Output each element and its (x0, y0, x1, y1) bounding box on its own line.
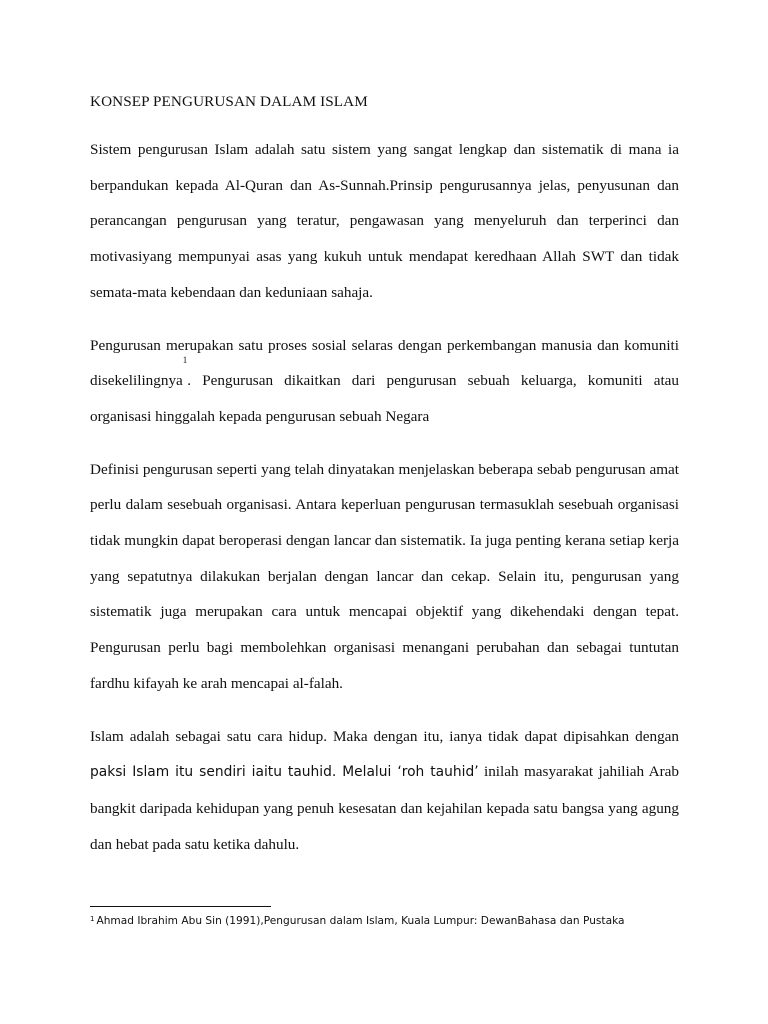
paragraph-3: Definisi pengurusan seperti yang telah dinyatakan menjelaskan beberapa sebab pengurusan amat perlu dalam sesebuah organisasi. Antara keperluan pengurusan termasuklah sesebuah organisasi tidak mungkin dapat beroperasi dengan lancar dan sistematik. Ia juga penting kerana setiap kerja yang sepatutnya dilakukan berjalan dengan lancar dan cekap. Selain itu, pengurusan yang sistematik juga merupakan cara untuk mencapai objektif yang dikehendaki dengan tepat. Pengurusan perlu bagi membolehkan organisasi menangani perubahan dan sebagai tuntutan fardhu kifayah ke arah mencapai al-falah. (90, 460, 679, 692)
footnote-separator (90, 906, 271, 907)
paragraph-4-text-start: Islam adalah sebagai satu cara hidup. Maka dengan itu, ianya tidak dapat dipisahkan dengan (90, 727, 679, 745)
paragraph-2-text-start: Pengurusan merupakan satu proses sosial selaras dengan perkembangan manusia dan komuniti disekelilingnya (90, 336, 679, 390)
footnote-mark: 1 (90, 915, 95, 923)
paragraph-4-text-end: inilah masyarakat jahiliah Arab bangkit daripada kehidupan yang penuh kesesatan dan kejahilan kepada satu bangsa yang agung dan hebat pada satu ketika dahulu. (90, 763, 680, 853)
footnote (90, 913, 690, 929)
document-title: KONSEP PENGURUSAN DALAM ISLAM (90, 93, 368, 110)
paragraph-4-text-sans: paksi Islam itu sendiri iaitu tauhid. Melalui ‘roh tauhid’ (90, 764, 479, 781)
document-body (90, 91, 679, 879)
paragraph-1: Sistem pengurusan Islam adalah satu sistem yang sangat lengkap dan sistematik di mana ia berpandukan kepada Al-Quran dan As-Sunnah.Prinsip pengurusannya jelas, penyusunan dan perancangan pengurusan yang teratur, pengawasan yang menyeluruh dan terperinci dan motivasiyang mempunyai asas yang kukuh untuk mendapat keredhaan Allah SWT dan tidak semata-mata kebendaan dan keduniaan sahaja. (90, 141, 679, 301)
paragraph-4 (90, 719, 679, 863)
footnote-text: Ahmad Ibrahim Abu Sin (1991),Pengurusan dalam Islam, Kuala Lumpur: DewanBahasa dan Pustaka (96, 915, 625, 927)
paragraph-2-text-end: . Pengurusan dikaitkan dari pengurusan sebuah keluarga, komuniti atau organisasi hinggalah kepada pengurusan sebuah Negara (90, 372, 679, 425)
paragraph-2 (90, 328, 679, 435)
footnote-reference[interactable]: 1 (182, 355, 188, 366)
